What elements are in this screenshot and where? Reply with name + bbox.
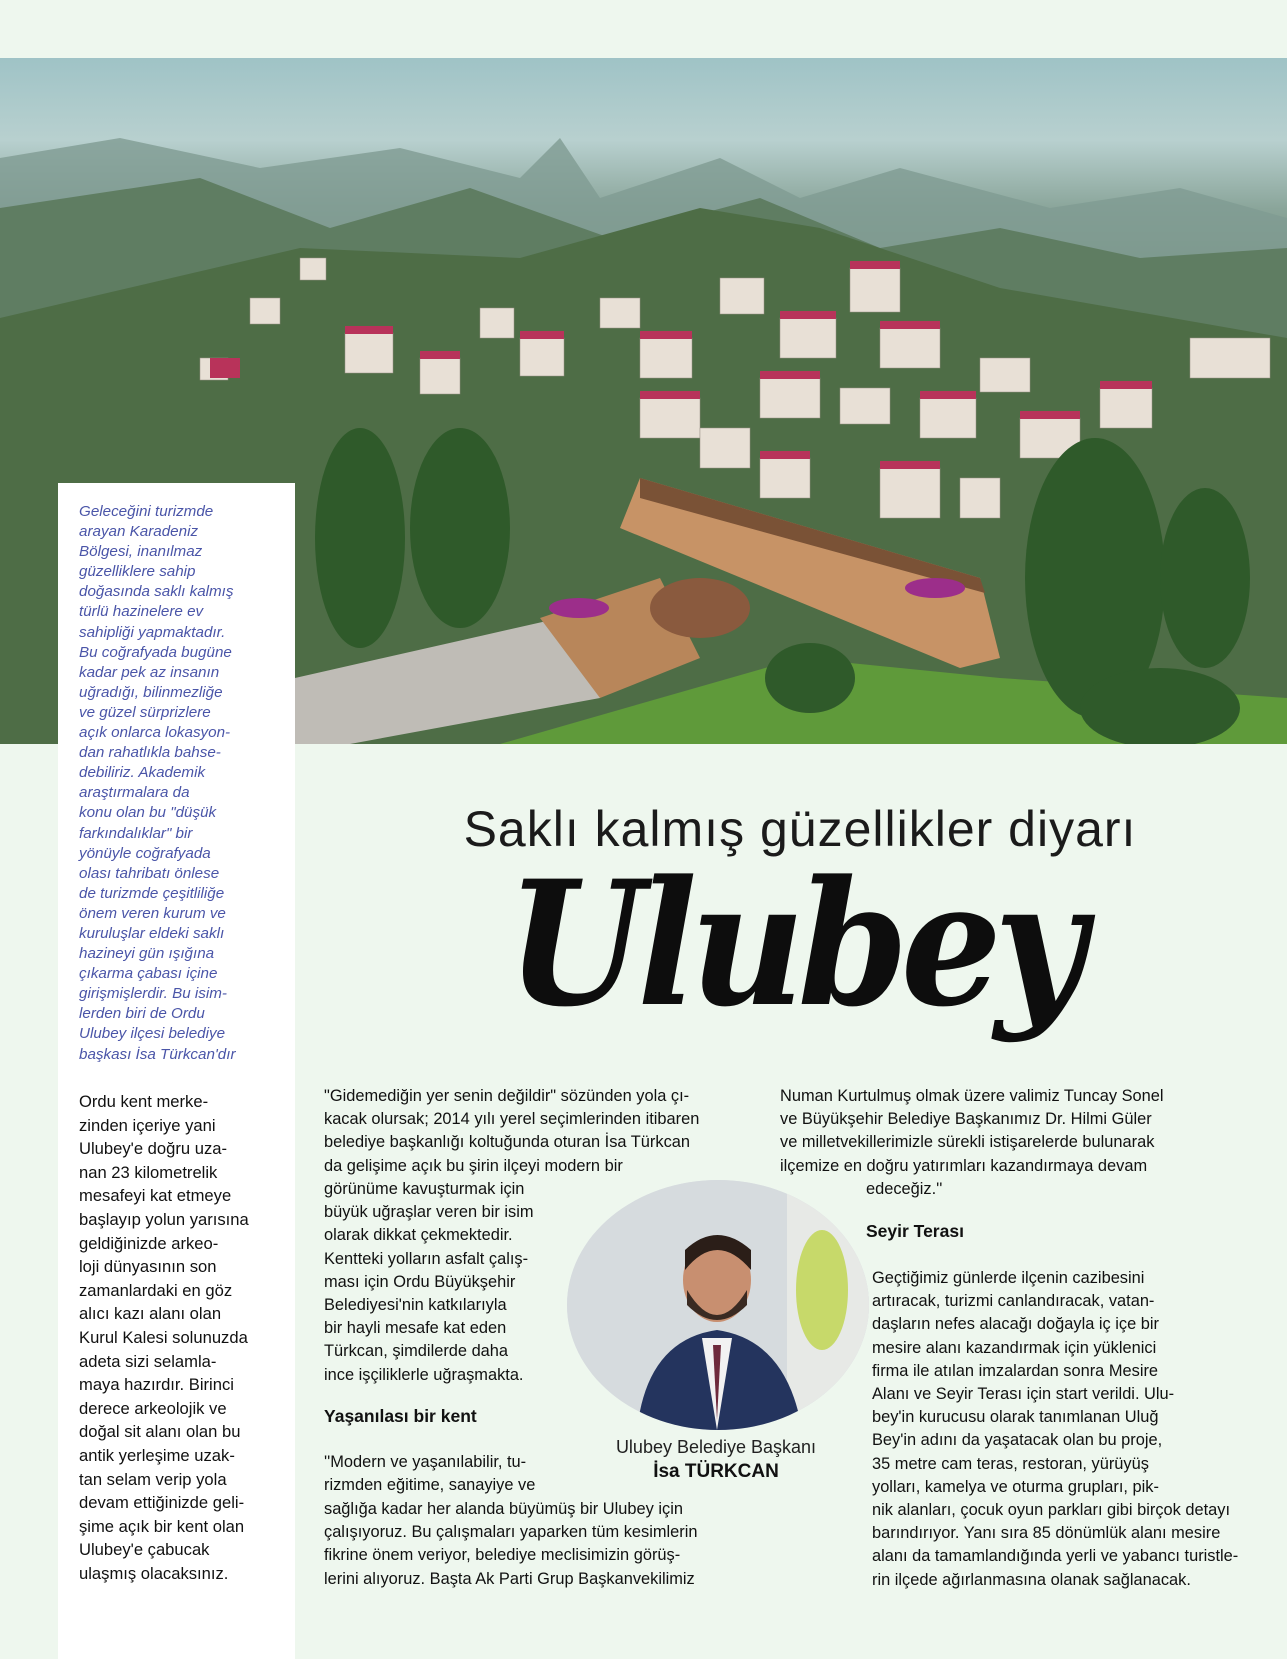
- pull-quote: Geleceğini turizmde arayan Karadeniz Bölgesi, inanılmaz güzelliklere sahip doğasında saklı kalmış türlü hazinelere ev sahipliği yapmaktadır. Bu coğrafyada bugüne kadar pek az insanın uğradığı, bilinmezliğe ve güzel sürprizlere açık onlarca lokasyon- dan rahatlıkla bahse- debiliriz. Akademik araştırmalara da konu olan bu "düşük farkındalıklar" bir yönüyle coğrafyada olası tahribatı önlese de turizmde çeşitliliğe önem veren kurum ve kuruluşlar eldeki saklı hazineyi gün ışığına çıkarma çabası içine girişmişlerdir. Bu isim- lerden biri de Ordu Ulubey ilçesi belediye başkası İsa Türkcan'dır: [79, 503, 236, 1063]
- col2-quote-end: edeceğiz.'': [866, 1180, 943, 1198]
- section-heading-seyir-terasi: Seyir Terası: [866, 1221, 964, 1241]
- portrait-caption-name: İsa TÜRKCAN: [653, 1461, 779, 1482]
- portrait-photo-icon: [567, 1180, 869, 1430]
- col1-intro: "Gidemediğin yer senin değildir" sözünden yola çı- kacak olursak; 2014 yılı yerel seçimlerinden itibaren belediye başkanlığı koltuğunda oturan İsa Türkcan da gelişime açık bu şirin ilçeyi modern bir: [324, 1087, 700, 1175]
- col2-intro: Numan Kurtulmuş olmak üzere valimiz Tuncay Sonel ve Büyükşehir Belediye Başkanımız Dr. Hilmi Güler ve milletvekillerimizle sürekli istişarelerde bulunarak ilçemize en doğru yatırımları kazandırmaya devam: [780, 1087, 1164, 1175]
- article-title: Ulubey: [506, 842, 1079, 1045]
- article-subtitle: Saklı kalmış güzellikler diyarı: [463, 801, 1137, 857]
- section-heading-yasanilasi: Yaşanılası bir kent: [324, 1406, 477, 1426]
- portrait-caption-role: Ulubey Belediye Başkanı: [615, 1437, 817, 1457]
- col1-quote-a: ''Modern ve yaşanılabilir, tu- rizmden eğitime, sanayiye ve: [324, 1453, 536, 1495]
- sidebar-body-text: Ordu kent merke- zinden içeriye yani Ulubey'e doğru uza- nan 23 kilometrelik mesafeyi kat etmeye başlayıp yolun yarısına geldiğinizde arkeo- loji dünyasının son zamanlardaki en göz alıcı kazı alanı olan Kurul Kalesi solunuzda adeta sizi selamla- maya hazırdır. Birinci derece arkeolojik ve doğal sit alanı olan bu antik yerleşime uzak- tan selam verip yola devam ettiğinizde geli- şime açık bir kent olan Ulubey'e çabucak ulaşmış olacaksınız.: [79, 1092, 249, 1583]
- col1-middle: görünüme kavuşturmak için büyük uğraşlar veren bir isim olarak dikkat çekmektedir. Kentteki yolların asfalt çalış- ması için Ordu Büyükşehir Belediyesi'nin katkılarıyla bir hayli mesafe kat eden Türkcan, şimdilerde daha ince işçiliklerle uğraşmakta.: [324, 1180, 534, 1384]
- col2-body: Geçtiğimiz günlerde ilçenin cazibesini artıracak, turizmi canlandıracak, vatan- daşların nefes alacağı doğayla iç içe bir mesire alanı kazandırmak için yüklenici firma ile atılan imzalardan sonra Mesire Alanı ve Seyir Terası için start verildi. Ulu- bey'in kurucusu olarak tanımlanan Uluğ Bey'in adını da yaşatacak olan bu proje, 35 metre cam teras, restoran, yürüyüş yolları, kamelya ve oturma grupları, pik- nik alanları, çocuk oyun parkları gibi birçok detayı barındırıyor. Yanı sıra 85 dönümlük alanı mesire alanı da tamamlandığında yerli ve yabancı turistle- rin ilçede ağırlanmasına olanak sağlanacak.: [872, 1269, 1239, 1589]
- mayor-portrait: [567, 1180, 869, 1430]
- col1-quote-b: sağlığa kadar her alanda büyümüş bir Ulubey için çalışıyoruz. Bu çalışmaları yaparken tüm kesimlerin fikrine önem veriyor, belediye meclisimizin görüş- lerini alıyoruz. Başta Ak Parti Grup Başkanvekilimiz: [324, 1500, 698, 1588]
